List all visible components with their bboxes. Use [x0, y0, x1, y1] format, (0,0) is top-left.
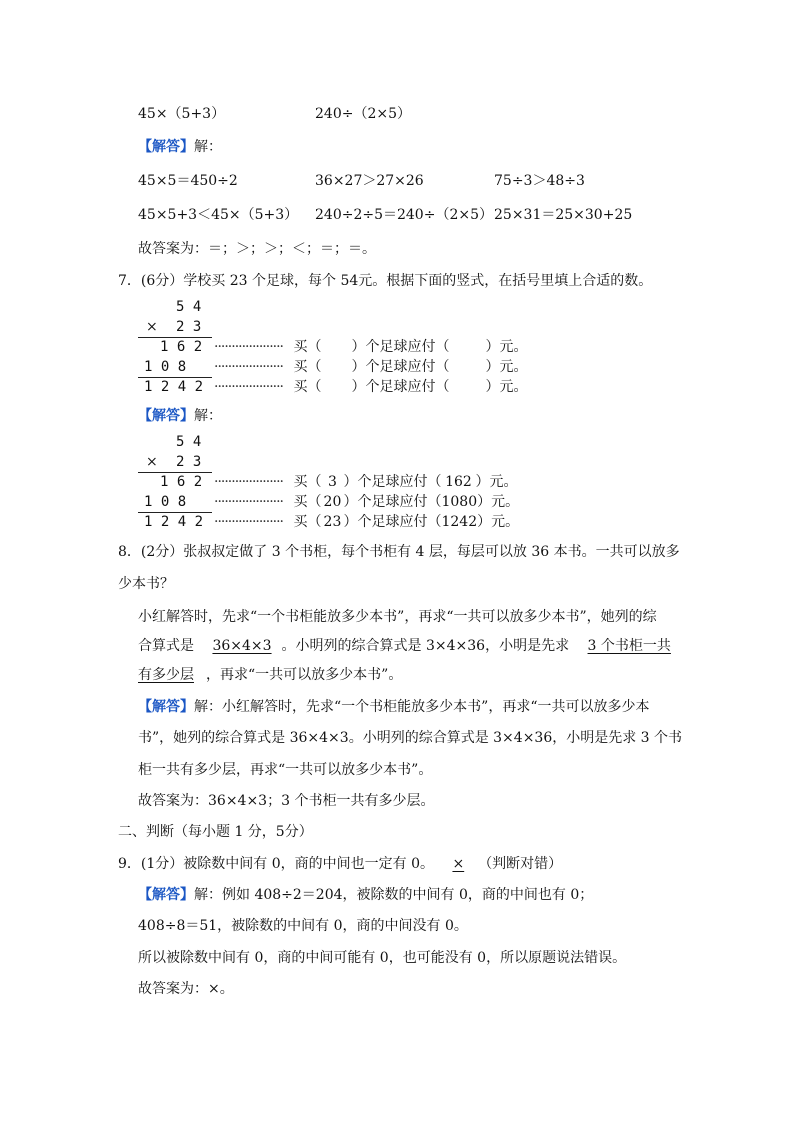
leader-dots: ···················· [214, 379, 284, 395]
expr-row2-a: 45×5＝450÷2 [138, 173, 238, 189]
q9-answer-line3: 所以被除数中间有 0，商的中间可能有 0，也可能没有 0，所以原题说法错误。 [138, 950, 627, 966]
pay-value: 1242 [441, 514, 478, 530]
expr-row3-b: 240÷2÷5＝240÷（2×5） [315, 207, 493, 223]
count-value: 23 [323, 514, 342, 530]
calc-total: 1 2 4 2 [144, 379, 204, 395]
q8-para2-pre: 合算式是 [138, 638, 194, 654]
buy-label: 买（ [293, 359, 322, 375]
q9-title: 9．(1分）被除数中间有 0，商的中间也一定有 0。 [118, 856, 434, 872]
q8-para3 [138, 666, 402, 684]
q8-answer-2a: 3 个书柜一共 [587, 638, 671, 654]
q9-answer: × [452, 856, 465, 872]
leader-dots: ···················· [214, 494, 284, 510]
q9-answer-text1: 解：例如 408÷2＝204，被除数的中间有 0，商的中间也有 0； [194, 887, 594, 903]
answer-tag: 【解答】 [138, 887, 194, 903]
calc2-op: × [146, 454, 158, 470]
section2-heading: 二、判断（每小题 1 分，5分） [118, 824, 313, 840]
end-label: ）元。 [485, 339, 528, 355]
mid-label: ）个足球应付（ [343, 494, 442, 510]
count-value: 3 [328, 474, 337, 490]
leader-dots: ···················· [214, 474, 284, 490]
expr-row2-c: 75÷3＞48÷3 [494, 173, 585, 189]
answer-suffix: 解： [194, 408, 222, 424]
end-label: ）元。 [485, 379, 528, 395]
q8-answer-line2: 书”，她列的综合算式是 36×4×3。小明列的综合算式是 3×4×36，小明是先求 3 个书 [138, 730, 683, 746]
buy-label: 买（ [293, 514, 322, 530]
final-answer: 故答案为：＝；＞；＞；＜；＝；＝。 [138, 241, 376, 257]
count-value: 20 [323, 494, 342, 510]
calc2-line1: 5 4 [176, 434, 202, 450]
answer-heading [138, 138, 222, 156]
mid-label: ）个足球应付（ [351, 359, 450, 375]
calc-line1: 5 4 [176, 299, 202, 315]
buy-label: 买（ [293, 379, 322, 395]
q8-answer-1: 36×4×3 [212, 638, 272, 654]
buy-label: 买（ [293, 474, 322, 490]
filled-row-1 [214, 473, 517, 491]
end-label: ）元。 [485, 359, 528, 375]
q7-title: 7．(6分）学校买 23 个足球，每个 54元。根据下面的竖式，在括号里填上合适的数。 [118, 273, 653, 289]
calc-line2: 2 3 [176, 319, 202, 335]
q9-answer-line2: 408÷8＝51，被除数的中间有 0，商的中间没有 0。 [138, 918, 468, 934]
mid-label: ）个足球应付（ [351, 379, 450, 395]
q8-answer-line1 [138, 698, 649, 716]
buy-label: 买（ [293, 339, 322, 355]
q8-para2-mid: 。小明列的综合算式是 3×4×36，小明是先求 [281, 638, 570, 654]
q8-para3-post: ，再求“一共可以放多少本书”。 [206, 667, 403, 683]
calc-partial1: 1 6 2 [160, 339, 203, 355]
q9-title-line [118, 855, 562, 873]
calc2-total: 1 2 4 2 [144, 514, 204, 530]
end-label: ）元。 [475, 474, 518, 490]
calc2-partial2: 1 0 8 [144, 494, 187, 510]
mid-label: ）个足球应付（ [343, 474, 442, 490]
calc2-line2: 2 3 [176, 454, 202, 470]
blank-row-2 [214, 358, 527, 376]
q8-para2 [138, 637, 671, 655]
expr-row3-a: 45×5+3＜45×（5+3） [138, 207, 299, 223]
q9-final: 故答案为：×。 [138, 981, 234, 997]
filled-row-3 [214, 513, 519, 531]
answer-tag: 【解答】 [138, 408, 194, 424]
buy-label: 买（ [293, 494, 322, 510]
q8-title-line1: 8．(2分）张叔叔定做了 3 个书柜，每个书柜有 4 层，每层可以放 36 本书。一共可以放多 [118, 544, 680, 560]
answer-tag: 【解答】 [138, 139, 194, 155]
q8-answer-2b: 有多少层 [138, 667, 194, 683]
expr-row1-b: 240÷（2×5） [315, 106, 411, 122]
q8-title-line2: 少本书？ [118, 576, 174, 592]
q7-answer-heading [138, 407, 222, 425]
expr-row1-a: 45×（5+3） [138, 106, 226, 122]
q8-answer-line3: 柜一共有多少层，再求“一共可以放多少本书”。 [138, 762, 433, 778]
q9-suffix: （判断对错） [478, 856, 563, 872]
filled-row-2 [214, 493, 519, 511]
end-label: ）元。 [477, 494, 520, 510]
answer-tag: 【解答】 [138, 699, 194, 715]
pay-value: 162 [445, 474, 472, 490]
pay-value: 1080 [441, 494, 478, 510]
expr-row2-b: 36×27＞27×26 [315, 173, 424, 189]
blank-row-3 [214, 378, 527, 396]
calc2-partial1: 1 6 2 [160, 474, 203, 490]
q8-final: 故答案为：36×4×3；3 个书柜一共有多少层。 [138, 793, 435, 809]
mid-label: ）个足球应付（ [343, 514, 442, 530]
calc-op: × [146, 319, 158, 335]
q9-answer-line1 [138, 886, 593, 904]
leader-dots: ···················· [214, 359, 284, 375]
q8-para1: 小红解答时，先求“一个书柜能放多少本书”，再求“一共可以放多少本书”，她列的综 [138, 609, 657, 625]
mid-label: ）个足球应付（ [351, 339, 450, 355]
calc-partial2: 1 0 8 [144, 359, 187, 375]
blank-row-1 [214, 338, 527, 356]
leader-dots: ···················· [214, 514, 284, 530]
leader-dots: ···················· [214, 339, 284, 355]
answer-suffix: 解： [194, 139, 222, 155]
q8-answer-text1: 解：小红解答时，先求“一个书柜能放多少本书”，再求“一共可以放多少本 [194, 699, 650, 715]
end-label: ）元。 [477, 514, 520, 530]
expr-row3-c: 25×31＝25×30+25 [494, 207, 633, 223]
